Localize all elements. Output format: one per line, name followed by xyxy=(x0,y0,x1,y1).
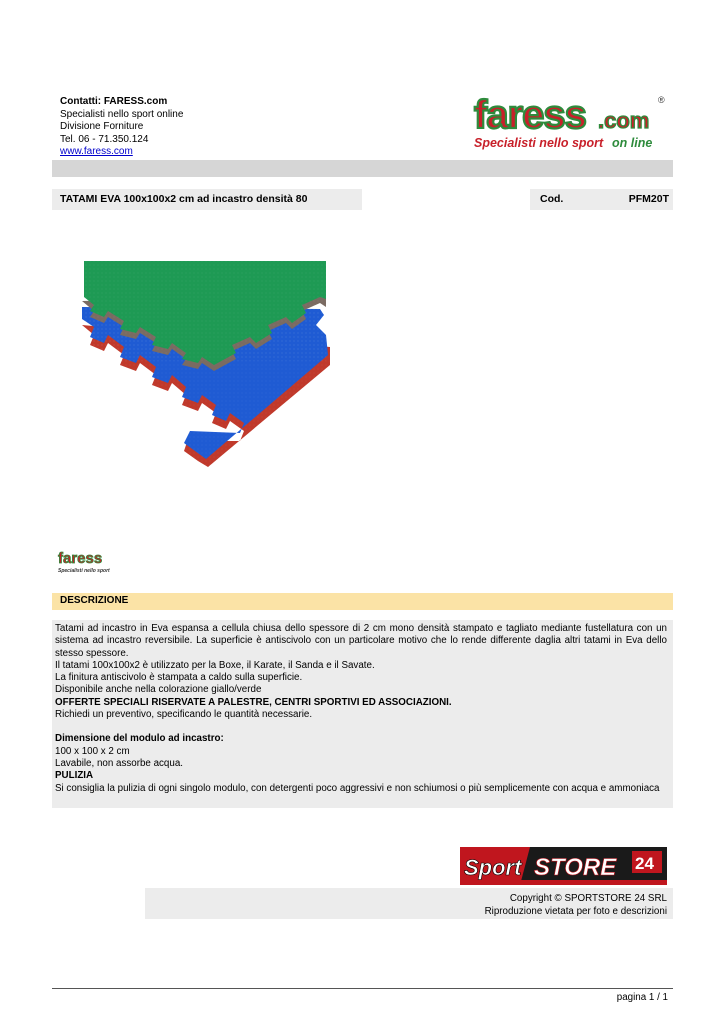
sportstore24-logo xyxy=(460,847,667,885)
dimension-value: 100 x 100 x 2 cm xyxy=(55,745,130,757)
sportstore-word1: Sport xyxy=(464,855,522,880)
logo-suffix: .com xyxy=(598,108,650,133)
tatami-product-image xyxy=(80,255,332,470)
rights-text: Riproduzione vietata per foto e descrizioni xyxy=(484,906,667,917)
description-box xyxy=(52,620,673,808)
product-code-box xyxy=(530,189,673,210)
contacts-line-2: Divisione Forniture xyxy=(60,121,144,132)
description-quote: Richiedi un preventivo, specificando le quantità necessarie. xyxy=(55,709,313,721)
copyright-text: Copyright © SPORTSTORE 24 SRL xyxy=(509,893,667,904)
description-finish: La finitura antiscivolo è stampata a caldo sulla superficie. xyxy=(55,672,303,684)
product-code-value: PFM20T xyxy=(628,193,669,205)
header-divider-bar xyxy=(52,160,673,177)
logo-registered: ® xyxy=(658,95,665,105)
description-wash: Lavabile, non assorbe acqua. xyxy=(55,757,183,769)
contacts-line-1: Specialisti nello sport online xyxy=(60,108,184,120)
page-number: pagina 1 / 1 xyxy=(616,992,668,1003)
product-title: TATAMI EVA 100x100x2 cm ad incastro densità 80 xyxy=(60,193,308,205)
small-logo-brand: faress xyxy=(58,550,103,567)
faress-logo xyxy=(472,92,668,154)
website-link[interactable]: www.faress.com xyxy=(60,146,133,157)
product-code-label: Cod. xyxy=(540,193,564,205)
sportstore-number: 24 xyxy=(635,854,654,873)
cleaning-title: PULIZIA xyxy=(55,770,94,782)
logo-tagline-b: on line xyxy=(612,136,653,150)
contacts-phone: Tel. 06 - 71.350.124 xyxy=(60,133,149,145)
logo-brand: faress xyxy=(474,93,586,137)
description-colors: Disponibile anche nella colorazione giallo/verde xyxy=(55,684,262,696)
description-text xyxy=(55,623,667,795)
description-intro: Tatami ad incastro in Eva espansa a cellula chiusa dello spessore di 2 cm mono densità stampato e tagliato mediante fustellatura con un sistema ad incastro reversibile. La superficie è antiscivolo con un particolare motivo che lo rende differente daglia altri tatami in Eva dello stesso spessore. xyxy=(55,623,667,659)
description-offer: OFFERTE SPECIALI RISERVATE A PALESTRE, CENTRI SPORTIVI ED ASSOCIAZIONI. xyxy=(55,696,452,708)
contacts-title: Contatti: FARESS.com xyxy=(60,96,168,107)
footer-divider xyxy=(52,988,673,989)
description-header: DESCRIZIONE xyxy=(60,595,129,606)
copyright-box xyxy=(145,888,673,919)
dimension-title: Dimensione del modulo ad incastro: xyxy=(55,733,224,745)
product-title-box xyxy=(52,189,362,210)
sportstore-word2: STORE xyxy=(534,854,617,881)
description-use: Il tatami 100x100x2 è utilizzato per la Boxe, il Karate, il Sanda e il Savate. xyxy=(55,659,375,671)
cleaning-text: Si consiglia la pulizia di ogni singolo modulo, con detergenti poco aggressivi e non schiumosi o più semplicemente con acqua e ammoniaca xyxy=(55,782,660,794)
small-logo-tagline: Specialisti nello sport xyxy=(58,568,110,574)
contacts-block xyxy=(60,96,183,159)
faress-small-logo xyxy=(57,548,117,574)
description-header-bar xyxy=(52,593,673,610)
logo-tagline-a: Specialisti nello sport xyxy=(474,136,604,150)
